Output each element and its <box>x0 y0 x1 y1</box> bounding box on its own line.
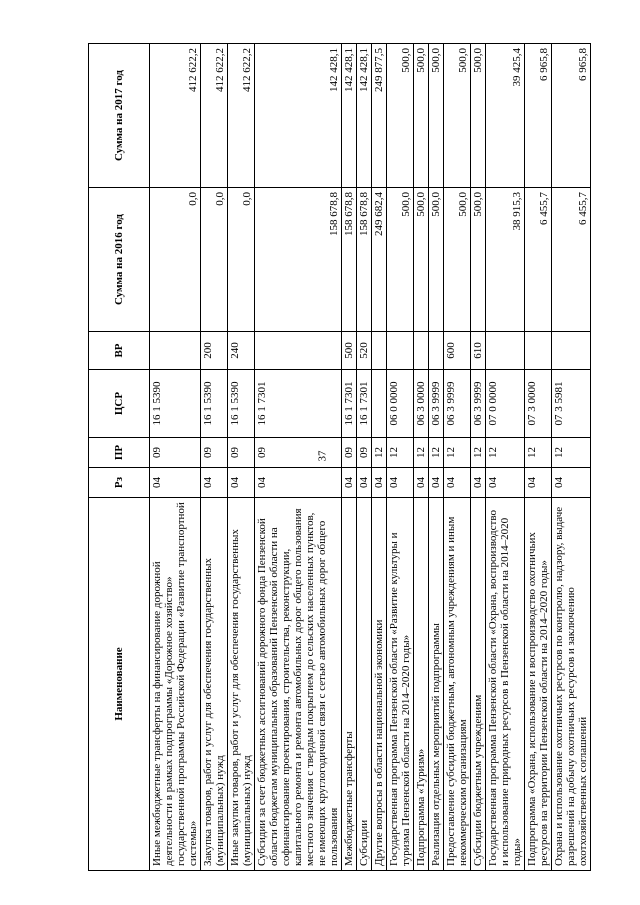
row-rz: 04 <box>471 468 486 498</box>
row-sum-2017: 142 428,1 <box>255 44 342 188</box>
row-sum-2016: 249 682,4 <box>372 188 387 332</box>
row-sum-2017: 39 425,4 <box>486 44 525 188</box>
budget-table <box>88 43 591 871</box>
table-row <box>228 44 255 871</box>
row-sum-2016: 158 678,8 <box>255 188 342 332</box>
row-csr: 06 3 9999 <box>471 370 486 438</box>
row-rz: 04 <box>552 468 591 498</box>
table-row <box>429 44 444 871</box>
row-csr: 06 3 9999 <box>444 370 471 438</box>
row-sum-2016: 6 455,7 <box>552 188 591 332</box>
row-name: Государственная программа Пензенской области «Охрана, воспроизводство и использование природных ресурсов в Пензенской области на 2014–2020 годы» <box>486 498 525 871</box>
page-number: 37 <box>316 450 328 462</box>
row-sum-2016: 500,0 <box>429 188 444 332</box>
table-row <box>387 44 414 871</box>
row-sum-2017: 412 622,2 <box>150 44 201 188</box>
row-csr: 16 1 7301 <box>255 370 342 438</box>
row-pr: 12 <box>444 438 471 468</box>
row-rz: 04 <box>357 468 372 498</box>
row-rz: 04 <box>342 468 357 498</box>
row-sum-2017: 142 428,1 <box>342 44 357 188</box>
row-sum-2016: 158 678,8 <box>357 188 372 332</box>
row-csr: 07 0 0000 <box>486 370 525 438</box>
row-vr <box>429 332 444 370</box>
table-row <box>342 44 357 871</box>
row-sum-2016: 500,0 <box>444 188 471 332</box>
row-sum-2016: 0,0 <box>201 188 228 332</box>
row-sum-2017: 6 965,8 <box>525 44 552 188</box>
table-row <box>525 44 552 871</box>
row-csr: 06 3 9999 <box>429 370 444 438</box>
row-csr <box>372 370 387 438</box>
row-rz: 04 <box>150 468 201 498</box>
col-rz-header: Рз <box>89 468 150 498</box>
row-sum-2017: 500,0 <box>429 44 444 188</box>
row-name: Иные закупки товаров, работ и услуг для обеспечения государственных (муниципальных) нужд <box>228 498 255 871</box>
row-name: Субсидии за счет бюджетных ассигнований дорожного фонда Пензенской области бюджетам муниципальных образований Пензенской области на софинансирование проектирования, строительства, реконструкции, капитального ремонта и ремонта автомобильных дорог общего пользования местного значения с твердым покрытием до сельских населенных пунктов, не имеющих круглогодичной связи с сетью автомобильных дорог общего пользования <box>255 498 342 871</box>
row-name: Предоставление субсидий бюджетным, автономным учреждениям и иным некоммерческим организациям <box>444 498 471 871</box>
row-sum-2017: 6 965,8 <box>552 44 591 188</box>
col-pr-header: ПР <box>89 438 150 468</box>
row-pr: 09 <box>255 438 342 468</box>
table-row <box>357 44 372 871</box>
row-pr: 09 <box>228 438 255 468</box>
row-sum-2016: 0,0 <box>228 188 255 332</box>
row-csr: 07 3 5981 <box>552 370 591 438</box>
row-sum-2017: 500,0 <box>387 44 414 188</box>
table-row <box>471 44 486 871</box>
header-row <box>89 44 150 871</box>
row-sum-2017: 249 877,5 <box>372 44 387 188</box>
table-row <box>552 44 591 871</box>
table-row <box>372 44 387 871</box>
row-rz: 04 <box>525 468 552 498</box>
row-sum-2016: 500,0 <box>414 188 429 332</box>
row-sum-2017: 142 428,1 <box>357 44 372 188</box>
row-pr: 12 <box>552 438 591 468</box>
table-row <box>255 44 342 871</box>
row-name: Закупка товаров, работ и услуг для обеспечения государственных (муниципальных) нужд <box>201 498 228 871</box>
row-vr <box>525 332 552 370</box>
row-rz: 04 <box>414 468 429 498</box>
row-vr: 600 <box>444 332 471 370</box>
row-sum-2016: 0,0 <box>150 188 201 332</box>
col-csr-header: ЦСР <box>89 370 150 438</box>
row-rz: 04 <box>429 468 444 498</box>
row-rz: 04 <box>372 468 387 498</box>
row-sum-2017: 500,0 <box>444 44 471 188</box>
row-pr: 09 <box>150 438 201 468</box>
row-rz: 04 <box>255 468 342 498</box>
row-pr: 12 <box>486 438 525 468</box>
row-rz: 04 <box>387 468 414 498</box>
row-pr: 12 <box>414 438 429 468</box>
row-rz: 04 <box>486 468 525 498</box>
row-sum-2017: 500,0 <box>471 44 486 188</box>
row-csr: 16 1 7301 <box>342 370 357 438</box>
row-vr: 610 <box>471 332 486 370</box>
row-pr: 09 <box>201 438 228 468</box>
col-name-header: Наименование <box>89 498 150 871</box>
row-pr: 09 <box>357 438 372 468</box>
row-csr: 06 3 0000 <box>414 370 429 438</box>
row-sum-2017: 500,0 <box>414 44 429 188</box>
row-vr <box>150 332 201 370</box>
row-sum-2016: 500,0 <box>387 188 414 332</box>
row-sum-2016: 6 455,7 <box>525 188 552 332</box>
row-vr: 520 <box>357 332 372 370</box>
row-name: Реализация отдельных мероприятий подпрограммы <box>429 498 444 871</box>
table-row <box>444 44 471 871</box>
row-sum-2016: 38 915,3 <box>486 188 525 332</box>
row-pr: 09 <box>342 438 357 468</box>
row-rz: 04 <box>444 468 471 498</box>
row-pr: 12 <box>387 438 414 468</box>
row-csr: 16 1 5390 <box>150 370 201 438</box>
row-name: Охрана и использование охотничьих ресурсов по контролю, надзору, выдаче разрешений на добычу охотничьих ресурсов и заключению охотхозяйственных соглашений <box>552 498 591 871</box>
row-vr <box>372 332 387 370</box>
row-sum-2017: 412 622,2 <box>228 44 255 188</box>
row-rz: 04 <box>228 468 255 498</box>
row-csr: 07 3 0000 <box>525 370 552 438</box>
row-vr: 500 <box>342 332 357 370</box>
row-name: Подпрограмма «Туризм» <box>414 498 429 871</box>
row-pr: 12 <box>372 438 387 468</box>
row-sum-2016: 158 678,8 <box>342 188 357 332</box>
row-name: Субсидии <box>357 498 372 871</box>
row-csr: 16 1 7301 <box>357 370 372 438</box>
row-csr: 06 0 0000 <box>387 370 414 438</box>
row-name: Другие вопросы в области национальной экономики <box>372 498 387 871</box>
row-vr <box>414 332 429 370</box>
col-2016-header: Сумма на 2016 год <box>89 188 150 332</box>
table-row <box>486 44 525 871</box>
row-sum-2017: 412 622,2 <box>201 44 228 188</box>
row-name: Иные межбюджетные трансферты на финансирование дорожной деятельности в рамках подпрограммы «Дорожное хозяйство» государственной программы Российской Федерации «Развитие транспортной системы» <box>150 498 201 871</box>
row-pr: 12 <box>525 438 552 468</box>
row-vr: 240 <box>228 332 255 370</box>
row-csr: 16 1 5390 <box>228 370 255 438</box>
row-pr: 12 <box>471 438 486 468</box>
table-row <box>150 44 201 871</box>
row-name: Подпрограмма «Охрана, использование и воспроизводство охотничьих ресурсов на территории Пензенской области на 2014–2020 годы» <box>525 498 552 871</box>
table-row <box>414 44 429 871</box>
col-2017-header: Сумма на 2017 год <box>89 44 150 188</box>
budget-table-rotated <box>88 44 589 871</box>
table-row <box>201 44 228 871</box>
row-name: Государственная программа Пензенской области «Развитие культуры и туризма Пензенской области на 2014–2020 годы» <box>387 498 414 871</box>
row-vr <box>255 332 342 370</box>
row-vr: 200 <box>201 332 228 370</box>
row-name: Субсидии бюджетным учреждениям <box>471 498 486 871</box>
row-vr <box>486 332 525 370</box>
row-pr: 12 <box>429 438 444 468</box>
row-vr <box>387 332 414 370</box>
col-vr-header: ВР <box>89 332 150 370</box>
row-csr: 16 1 5390 <box>201 370 228 438</box>
row-name: Межбюджетные трансферты <box>342 498 357 871</box>
row-rz: 04 <box>201 468 228 498</box>
row-vr <box>552 332 591 370</box>
row-sum-2016: 500,0 <box>471 188 486 332</box>
